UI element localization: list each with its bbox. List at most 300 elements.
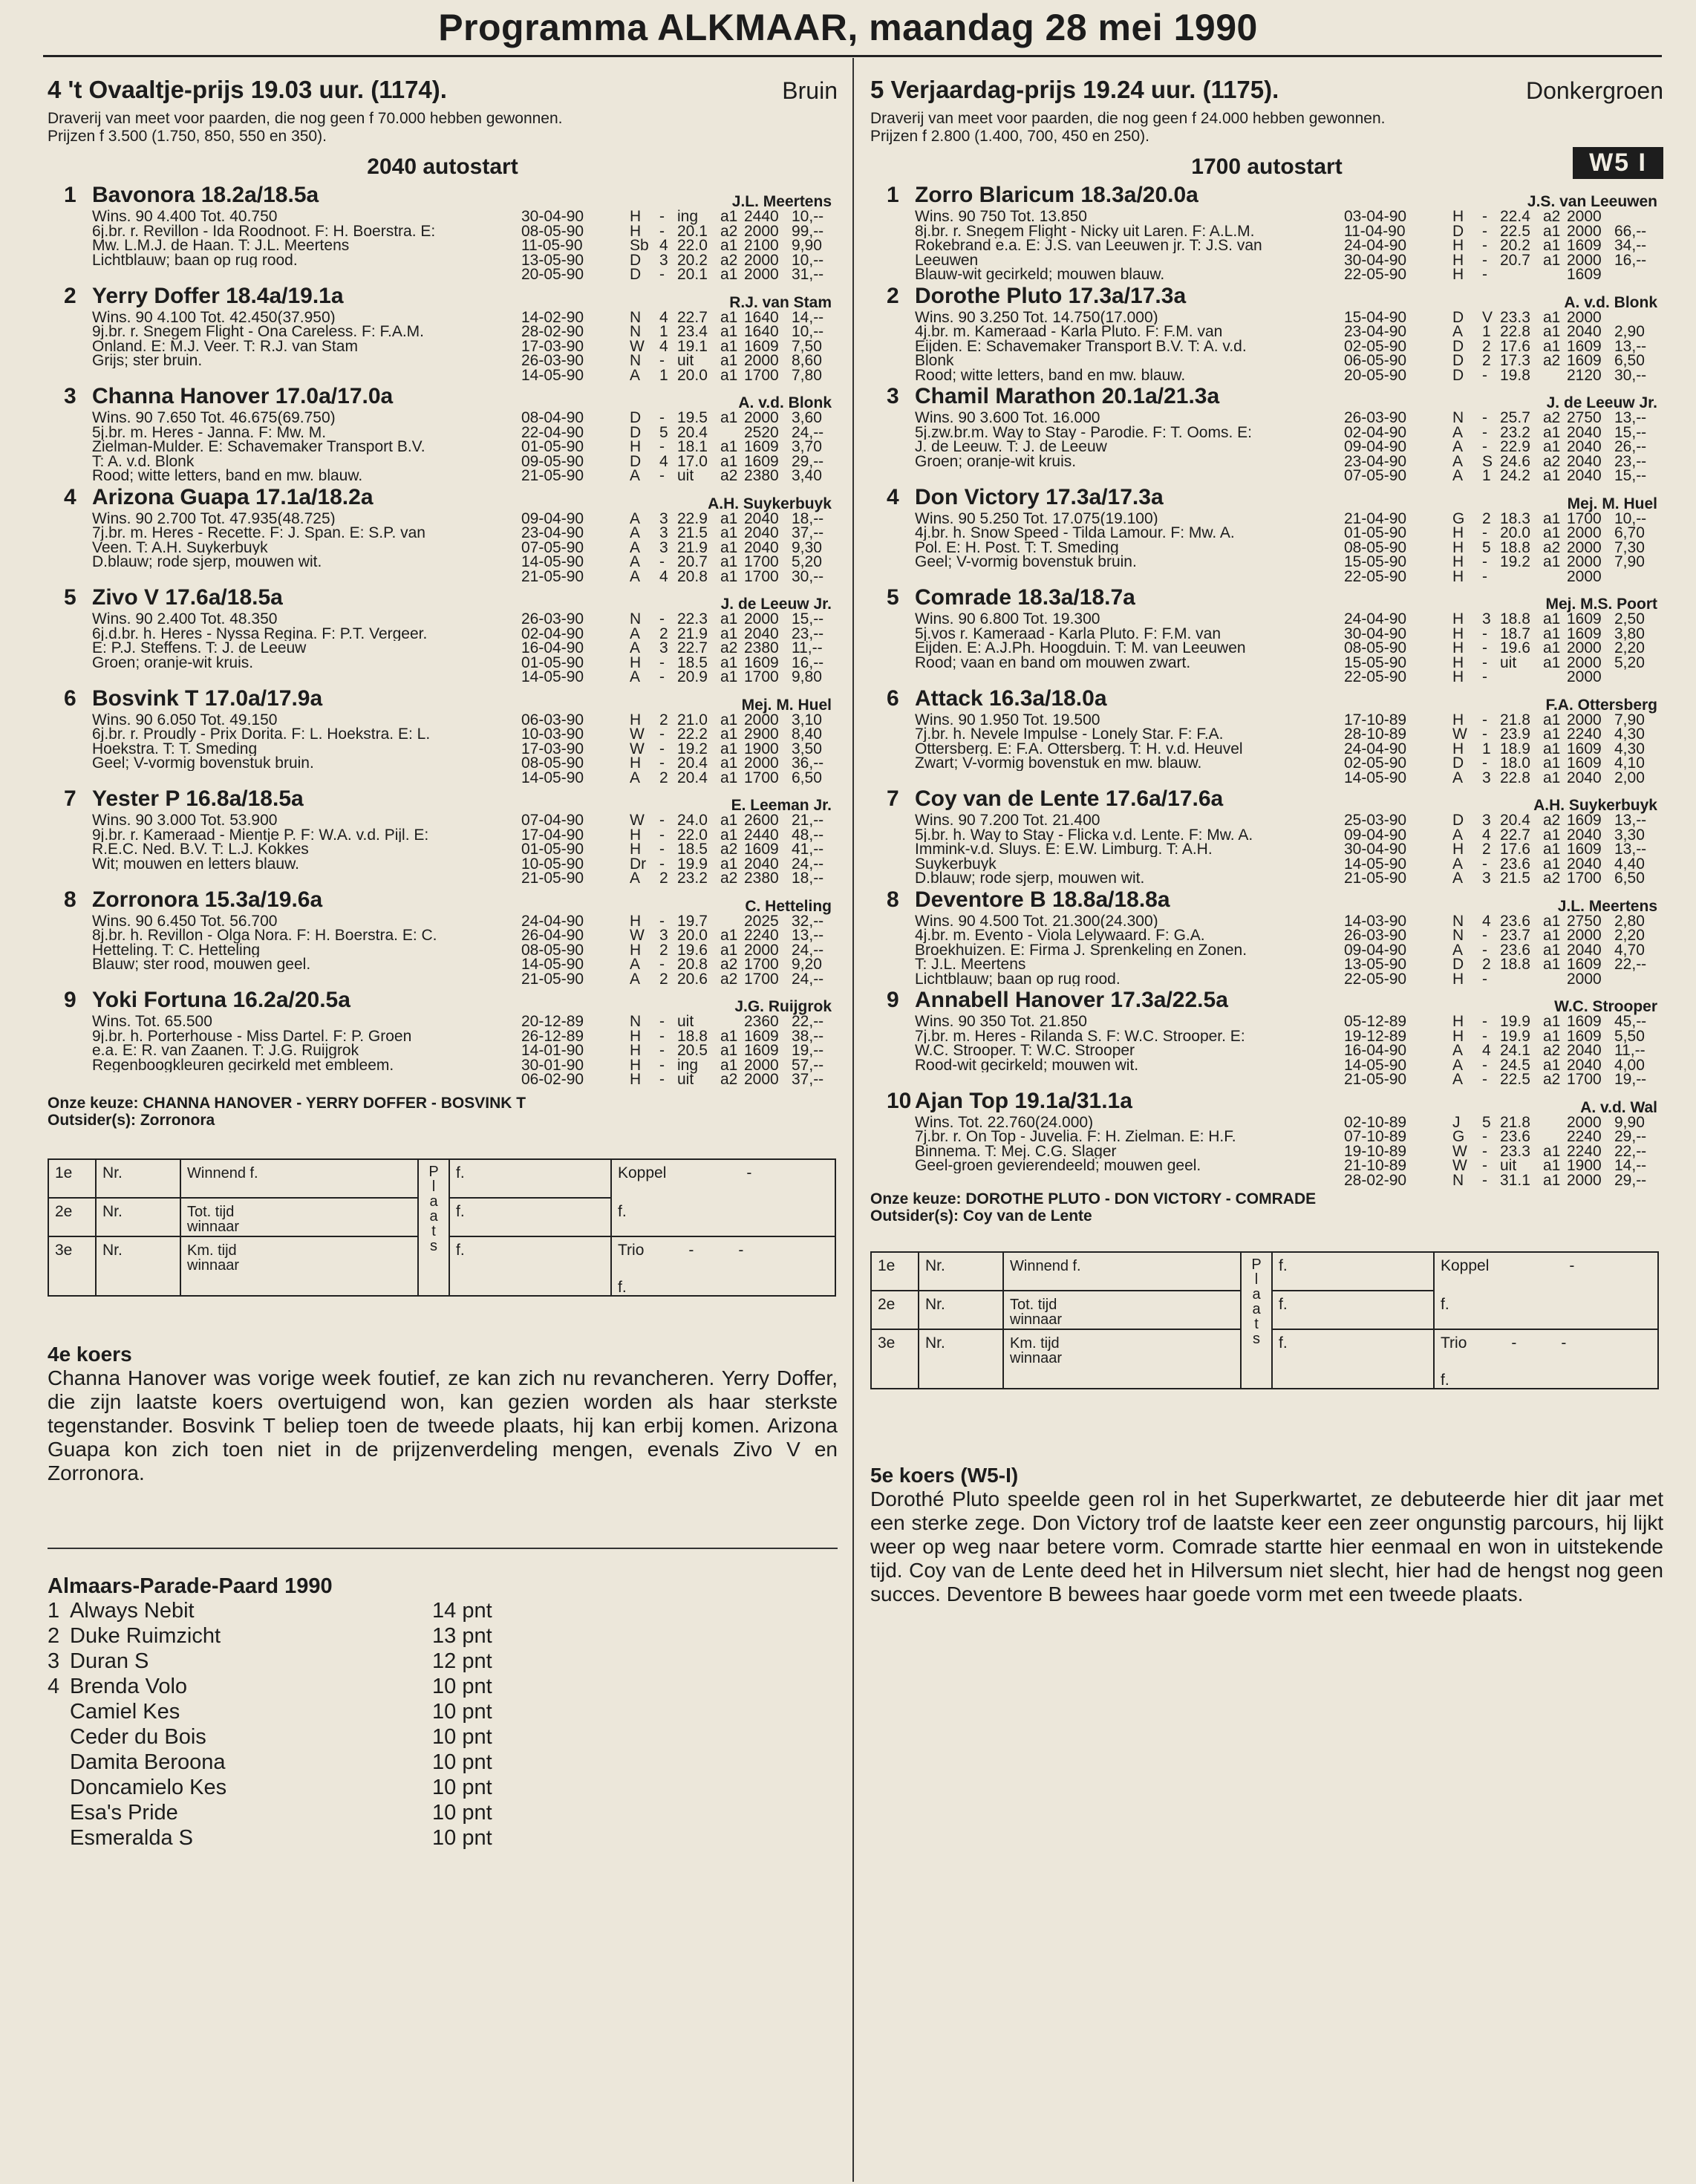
track-code: D [1452,366,1464,384]
track-code: N [630,352,642,369]
km-time: 22.9 [677,509,708,527]
nr-label: Nr. [96,1236,180,1296]
odds: 14,-- [1614,1157,1647,1174]
km-time: 20.1 [677,266,708,283]
start-number: 3 [64,384,76,408]
odds: 18,-- [792,509,824,527]
odds: 3,60 [792,409,822,426]
race-distance: 2750 [1567,409,1602,426]
performance-list [521,914,841,987]
km-time: 23.6 [1500,855,1530,873]
track-code: H [1452,711,1464,728]
parade-horse: Duran S [70,1649,149,1673]
start-code: a1 [720,726,738,743]
start-code: a1 [720,740,738,757]
detail-line: e.a. E: R. van Zaanen. T: J.G. Ruijgrok [92,1043,359,1058]
performance-row [521,771,841,786]
start-code: a2 [720,251,738,269]
odds: 7,90 [1614,553,1645,570]
km-time: 22.0 [677,826,708,844]
race-distance: 2000 [744,251,779,269]
parade-position: 2 [48,1623,60,1648]
detail-line: 5j.br. h. Way to Stay - Flicka v.d. Lente. F: Mw. A. [915,827,1253,842]
race-distance: 2000 [744,352,779,369]
km-time: ing [677,208,699,225]
race-distance: 1900 [744,740,779,757]
km-time: 23.9 [1500,726,1530,743]
race-date: 07-10-89 [1344,1128,1407,1145]
start-code: a1 [720,941,738,959]
plaats-f: f. [1272,1291,1434,1329]
km-time: 19.2 [677,740,708,757]
performance-row [521,641,841,656]
f-label: f. [618,1202,627,1220]
race-date: 02-05-90 [1344,754,1407,772]
placing: 2 [659,870,668,887]
track-code: H [1452,251,1464,269]
placing: 3 [1482,812,1491,829]
performance-row [521,957,841,972]
performance-list [521,813,841,886]
driver-name: C. Hetteling [745,897,832,915]
performance-list [521,509,841,585]
performance-row [1344,209,1663,224]
placing: - [659,826,665,844]
parade-item [48,1776,838,1801]
placing: - [659,1056,665,1074]
race-distance: 2000 [744,1071,779,1088]
horse-name: Attack 16.3a/18.0a [915,685,1107,711]
detail-line: 4j.br. m. Kameraad - Karla Pluto. F: F.M. van [915,325,1223,339]
column-divider [852,58,854,2182]
odds: 3,30 [1614,826,1645,844]
detail-line: Lichtblauw; baan op rug rood. [915,971,1121,986]
race-date: 09-04-90 [1344,941,1407,959]
race-date: 01-05-90 [521,438,584,455]
performance-row [521,727,841,742]
track-code: A [630,509,641,527]
placing: 1 [1482,323,1491,340]
placing: - [659,222,665,240]
track-code: H [1452,1027,1464,1045]
race-distance: 1700 [744,567,779,585]
track-code: A [630,524,641,541]
km-time: 17.6 [1500,337,1530,355]
performance-row [1344,440,1663,454]
performance-row [521,842,841,857]
f-label: f. [1441,1296,1449,1313]
km-time: 20.4 [677,423,708,441]
race-date: 22-05-90 [1344,567,1407,585]
km-time: 24.0 [677,812,708,829]
parade-horse: Duke Ruimzicht [70,1623,221,1648]
performance-row [1344,928,1663,943]
track-code: D [1452,337,1464,355]
race-date: 08-05-90 [521,754,584,772]
race-distance: 1609 [744,452,779,470]
odds: 11,-- [1614,1042,1646,1059]
placing: - [1482,438,1487,455]
placing: 4 [659,337,668,355]
entry-header [870,686,1663,713]
placing: - [659,1042,665,1059]
race5-onze-keuze: Onze keuze: DOROTHE PLUTO - DON VICTORY - COMRADE [870,1190,1317,1207]
plaats-letter: a [1252,1301,1261,1317]
detail-line: 8j.br. h. Revillon - Olga Nora. F: H. Boerstra. E: C. [92,928,437,943]
detail-line: Pol. E: H. Post. T: T. Smeding [915,540,1119,555]
race-date: 21-05-90 [1344,1071,1407,1088]
parade-horse: Brenda Volo [70,1674,188,1698]
performance-list [521,310,841,383]
entry-details [915,713,1346,771]
race-date: 23-04-90 [1344,452,1407,470]
entry-body [48,411,838,485]
race-date: 17-10-89 [1344,711,1407,728]
start-code: a1 [1543,769,1561,786]
odds: 41,-- [792,841,824,858]
start-number: 2 [64,283,76,308]
start-code: a2 [720,841,738,858]
track-code: A [1452,855,1464,873]
km-time: 23.2 [677,870,708,887]
track-code: A [1452,438,1464,455]
placing: 1 [659,366,668,384]
start-code: a2 [720,970,738,988]
start-code: a1 [1543,438,1561,455]
detail-line: Wins. 90 7.200 Tot. 21.400 [915,813,1100,828]
tot-tijd-label: winnaar [187,1218,240,1235]
placing: 2 [659,970,668,988]
km-time: 21.8 [1500,711,1530,728]
horse-name: Yoki Fortuna 16.2a/20.5a [92,988,350,1012]
race5-condition-line: Draverij van meet voor paarden, die nog geen f 24.000 hebben gewonnen. [870,110,1386,127]
placing: 2 [659,711,668,728]
km-time: 18.9 [1500,740,1530,757]
km-time: 20.9 [677,668,708,685]
placing: - [659,740,665,757]
track-code: W [630,726,645,743]
horse-entry [870,887,1663,988]
race-distance: 2440 [744,826,779,844]
entry-body [870,713,1663,787]
start-code: a1 [1543,1142,1561,1160]
performance-row [1344,871,1663,886]
dash: - [738,1241,744,1259]
race-date: 05-12-89 [1344,1013,1407,1030]
race-distance: 2000 [1567,668,1602,685]
race4-comment-heading: 4e koers [48,1342,132,1366]
race-distance: 2520 [744,423,779,441]
track-code: H [1452,524,1464,541]
track-code: A [1452,1042,1464,1059]
odds: 24,-- [792,423,824,441]
race4-keuze [48,1095,838,1129]
driver-name: J. de Leeuw Jr. [1546,394,1657,411]
performance-list [1344,612,1663,685]
start-code: a2 [1543,409,1561,426]
start-code: a1 [1543,855,1561,873]
race-distance: 2040 [1567,423,1602,441]
performance-row [521,526,841,541]
horse-entry [870,1089,1663,1190]
track-code: J [1452,1113,1461,1131]
entry-details [92,310,523,368]
race-date: 14-05-90 [521,956,584,973]
detail-line: Zielman-Mulder. E: Schavemaker Transport B.V. [92,440,425,454]
entry-details [915,1014,1346,1072]
race4-column [48,76,838,1851]
horse-entry [48,988,838,1089]
performance-row [1344,1072,1663,1087]
km-time: 20.0 [677,366,708,384]
km-time: 21.0 [677,711,708,728]
track-code: H [1452,970,1464,988]
entry-header [48,384,838,411]
winnend-label: Winnend f. [187,1164,258,1181]
start-code: a1 [1543,639,1561,656]
entry-header [870,786,1663,813]
horse-name: Channa Hanover 17.0a/17.0a [92,384,394,408]
race-date: 14-05-90 [1344,769,1407,786]
track-code: H [630,208,642,225]
placing: 4 [659,567,668,585]
km-time: 20.1 [677,222,708,240]
start-code: a1 [720,826,738,844]
start-code: a1 [1543,553,1561,570]
performance-row [521,972,841,987]
track-code: A [630,639,641,656]
odds: 30,-- [792,567,824,585]
race-date: 16-04-90 [521,639,584,656]
plaats-label [1241,1252,1272,1389]
race-distance: 2000 [744,222,779,240]
km-time: 19.9 [1500,1013,1530,1030]
race-date: 14-05-90 [521,366,584,384]
detail-line: Wins. 90 2.400 Tot. 48.350 [92,612,278,627]
placing: - [659,912,665,930]
start-code: a1 [1543,653,1561,671]
performance-row [521,756,841,771]
km-time: 23.6 [1500,941,1530,959]
start-code: a1 [1543,1157,1561,1174]
race-distance: 2000 [744,266,779,283]
race-date: 21-05-90 [521,467,584,484]
placing: 3 [1482,769,1491,786]
parade-points: 10 pnt [432,1724,492,1749]
race-distance: 1700 [744,970,779,988]
race-distance: 1700 [744,769,779,786]
race-distance: 2000 [1567,208,1602,225]
start-number: 3 [887,384,899,408]
track-code: A [1452,452,1464,470]
race-date: 09-04-90 [1344,826,1407,844]
odds: 6,70 [1614,524,1645,541]
race-date: 21-05-90 [521,970,584,988]
start-code: a2 [720,1071,738,1088]
entry-header [870,183,1663,209]
start-number: 7 [64,786,76,811]
km-time: 22.4 [1500,208,1530,225]
track-code: H [1452,740,1464,757]
km-time: 19.6 [677,941,708,959]
start-code: a1 [720,769,738,786]
track-code: H [1452,653,1464,671]
performance-row [521,612,841,627]
detail-line: Wins. 90 4.500 Tot. 21.300(24.300) [915,913,1158,928]
race-distance: 1700 [1567,1071,1602,1088]
odds: 16,-- [1614,251,1647,269]
koppel-label: Koppel [618,1164,667,1181]
performance-row [521,1014,841,1029]
detail-line: 5j.br. m. Heres - Janna. F: Mw. M. [92,425,327,440]
track-code: H [1452,237,1464,254]
km-time: 22.8 [1500,323,1530,340]
start-code: a1 [720,509,738,527]
track-code: A [1452,941,1464,959]
odds: 9,80 [792,668,822,685]
entry-body [48,713,838,787]
plaats-letter: a [429,1193,438,1210]
race-distance: 2440 [744,208,779,225]
start-number: 5 [887,585,899,610]
race-distance: 2380 [744,870,779,887]
odds: 4,00 [1614,1056,1645,1074]
horse-name: Zivo V 17.6a/18.5a [92,585,283,610]
odds: 30,-- [1614,366,1647,384]
performance-row [1344,771,1663,786]
track-code: A [1452,870,1464,887]
start-code: a1 [1543,610,1561,628]
track-code: H [1452,266,1464,283]
race-date: 21-10-89 [1344,1157,1407,1174]
start-code: a2 [1543,1042,1561,1059]
race-distance: 2000 [744,409,779,426]
start-code: a1 [720,323,738,340]
horse-name: Bosvink T 17.0a/17.9a [92,685,323,711]
placing: - [1482,668,1487,685]
race-date: 14-03-90 [1344,912,1407,930]
start-number: 4 [887,484,899,509]
performance-list [1344,1115,1663,1188]
race-date: 14-05-90 [521,668,584,685]
km-time: 22.5 [1500,222,1530,240]
performance-list [521,411,841,483]
performance-row [521,469,841,483]
race-date: 26-03-90 [1344,409,1407,426]
race-distance: 2000 [744,754,779,772]
km-time: 20.4 [1500,812,1530,829]
odds: 13,-- [1614,409,1647,426]
track-code: Sb [630,237,649,254]
winner-field [1003,1252,1241,1291]
race-date: 30-04-90 [1344,841,1407,858]
km-tijd-label: winnaar [187,1256,240,1274]
race-date: 26-03-90 [1344,927,1407,944]
race-distance: 2750 [1567,912,1602,930]
race-distance: 1700 [1567,870,1602,887]
placing: - [1482,970,1487,988]
odds: 22,-- [1614,1142,1647,1160]
placing: - [659,266,665,283]
odds: 13,-- [1614,812,1647,829]
parade-horse: Camiel Kes [70,1699,180,1724]
race-distance: 2040 [1567,855,1602,873]
entry-details [915,209,1346,282]
horse-name: Don Victory 17.3a/17.3a [915,484,1164,509]
entry-body [48,209,838,284]
km-time: 19.7 [677,912,708,930]
track-code: A [630,553,641,570]
start-code: a1 [1543,726,1561,743]
koppel-label: Koppel [1441,1257,1490,1274]
race4-comment-text: Channa Hanover was vorige week foutief, ze kan zich nu revancheren. Yerry Doffer, die zijn laatste koers overtuigend won, kan gezien worden als haar sterkste tegenstander. Bosvink T beliep toen de tweede plaats, hij kan erbij komen. Arizona Guapa kon zich toen niet in de prijzenverdeling mengen, evenals Zivo V en Zorronora. [48,1366,838,1484]
parade-item [48,1599,838,1624]
race-distance: 2040 [744,524,779,541]
km-time: 23.2 [1500,423,1530,441]
detail-line: Regenboogkleuren gecirkeld met embleem. [92,1057,394,1072]
detail-line: Wins. 90 3.600 Tot. 16.000 [915,411,1100,426]
performance-row [521,325,841,339]
placing: - [659,438,665,455]
race5-keuze [870,1190,1663,1225]
horse-entry [48,485,838,586]
placing: - [1482,1027,1487,1045]
parade-item [48,1700,838,1725]
placing: - [659,208,665,225]
placing: - [1482,409,1487,426]
parade-horse: Ceder du Bois [70,1724,206,1749]
driver-name: J.G. Ruijgrok [734,998,832,1015]
start-number: 1 [887,183,899,207]
km-time: 22.7 [677,639,708,656]
race-date: 07-04-90 [521,812,584,829]
km-time: 19.6 [1500,639,1530,656]
km-time: 18.8 [677,1027,708,1045]
track-code: A [1452,1071,1464,1088]
race-date: 30-01-90 [521,1056,584,1074]
track-code: H [630,912,642,930]
race-distance: 2040 [744,538,779,556]
odds: 6,50 [1614,870,1645,887]
parade-horse: Esmeralda S [70,1825,194,1850]
track-code: H [630,941,642,959]
odds: 4,30 [1614,726,1645,743]
odds: 2,50 [1614,610,1645,628]
race-date: 08-05-90 [521,941,584,959]
performance-row [1344,756,1663,771]
start-code: a1 [720,366,738,384]
race-distance: 1700 [744,956,779,973]
race-date: 22-04-90 [521,423,584,441]
detail-line: Lichtblauw; baan op rug rood. [92,252,298,267]
track-code: H [1452,567,1464,585]
race-distance: 2240 [1567,726,1602,743]
placing: - [1482,941,1487,959]
odds: 18,-- [792,870,824,887]
km-time: 20.0 [677,927,708,944]
odds: 3,50 [792,740,822,757]
km-time: 20.8 [677,956,708,973]
placing: 1 [659,323,668,340]
race-distance: 2360 [744,1013,779,1030]
odds: 15,-- [1614,423,1647,441]
entry-body [870,1014,1663,1089]
entry-body [870,1115,1663,1190]
performance-row [1344,1043,1663,1058]
horse-entry [870,585,1663,686]
placing: - [659,409,665,426]
horse-entry [48,887,838,988]
